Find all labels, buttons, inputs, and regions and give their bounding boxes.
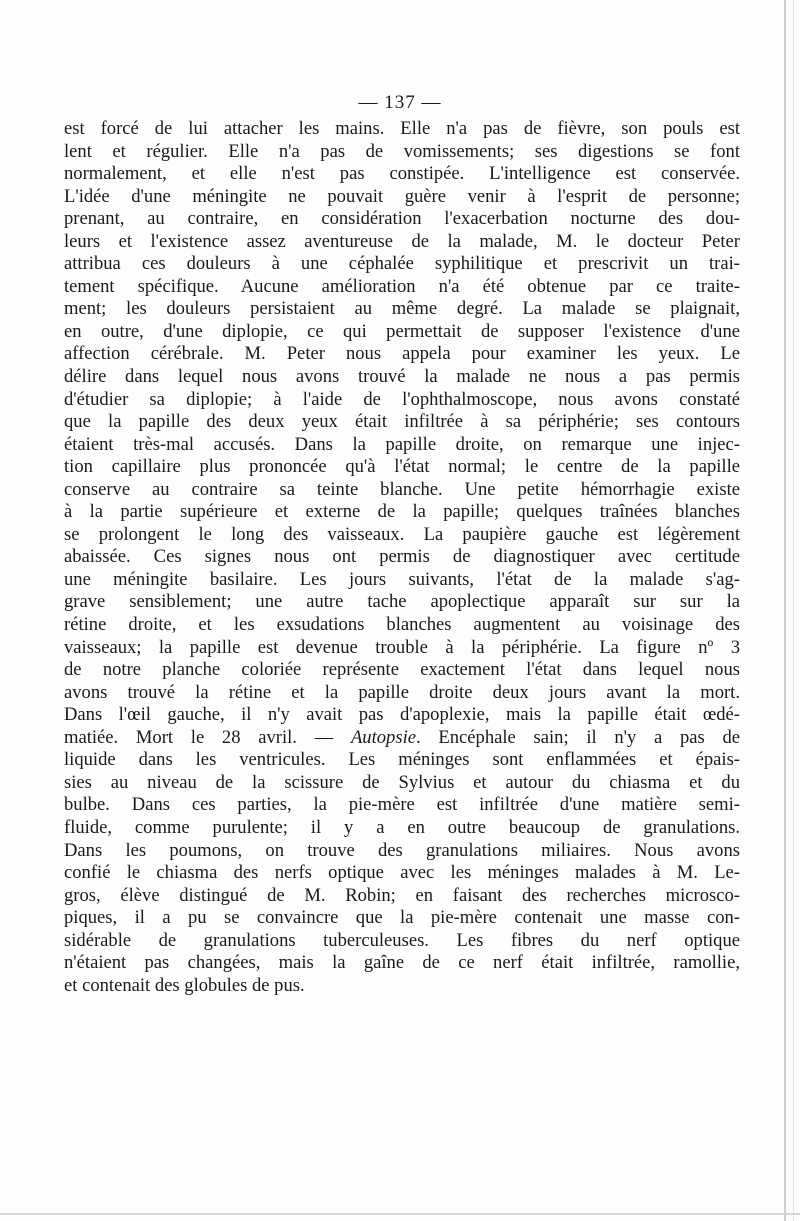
page-edge-right bbox=[784, 0, 786, 1221]
text-line: sidérable de granulations tuberculeuses. Les fibres du nerf optique bbox=[64, 929, 740, 951]
text-line: attribua ces douleurs à une céphalée syphilitique et prescrivit un trai- bbox=[64, 253, 740, 275]
text-line: et contenait des globules de pus. bbox=[64, 974, 305, 996]
text-line: matiée. Mort le 28 avril. — Autopsie. Encéphale sain; il n'y a pas de bbox=[64, 726, 740, 748]
text-line: d'étudier sa diplopie; à l'aide de l'ophthalmoscope, nous avons constaté bbox=[64, 388, 740, 410]
text-line: L'idée d'une méningite ne pouvait guère venir à l'esprit de personne; bbox=[64, 185, 740, 207]
text-line: en outre, d'une diplopie, ce qui permettait de supposer l'existence d'une bbox=[64, 320, 740, 342]
text-line: est forcé de lui attacher les mains. Elle n'a pas de fièvre, son pouls est bbox=[64, 118, 740, 139]
text-line: confié le chiasma des nerfs optique avec les méninges malades à M. Le- bbox=[64, 862, 740, 884]
text-line: se prolongent le long des vaisseaux. La paupière gauche est légèrement bbox=[64, 523, 740, 545]
text-line: rétine droite, et les exsudations blanches augmentent au voisinage des bbox=[64, 614, 740, 636]
text-line: Dans l'œil gauche, il n'y avait pas d'apoplexie, mais la papille était œdé- bbox=[64, 704, 740, 726]
page-edge-right-inner bbox=[793, 0, 794, 1221]
text-line: normalement, et elle n'est pas constipée. L'intelligence est conservée. bbox=[64, 163, 740, 185]
body-text bbox=[64, 118, 740, 997]
text-line: de notre planche coloriée représente exactement l'état dans lequel nous bbox=[64, 659, 740, 681]
text-line: étaient très-mal accusés. Dans la papille droite, on remarque une injec- bbox=[64, 433, 740, 455]
text-line: prenant, au contraire, en considération l'exacerbation nocturne des dou- bbox=[64, 208, 740, 230]
text-line: ment; les douleurs persistaient au même degré. La malade se plaignait, bbox=[64, 298, 740, 320]
page-number: — 137 — bbox=[358, 92, 442, 113]
text-line: fluide, comme purulente; il y a en outre beaucoup de granulations. bbox=[64, 816, 740, 838]
text-line: vaisseaux; la papille est devenue trouble à la périphérie. La figure nº 3 bbox=[64, 636, 740, 658]
text-line: Dans les poumons, on trouve des granulations miliaires. Nous avons bbox=[64, 839, 740, 861]
text-line: sies au niveau de la scissure de Sylvius et autour du chiasma et du bbox=[64, 771, 740, 793]
text-line: leurs et l'existence assez aventureuse de la malade, M. le docteur Peter bbox=[64, 230, 740, 252]
text-line: à la partie supérieure et externe de la papille; quelques traînées blanches bbox=[64, 501, 740, 523]
text-line: conserve au contraire sa teinte blanche. Une petite hémorrhagie existe bbox=[64, 478, 740, 500]
text-line: lent et régulier. Elle n'a pas de vomissements; ses digestions se font bbox=[64, 140, 740, 162]
text-line: piques, il a pu se convaincre que la pie-mère contenait une masse con- bbox=[64, 907, 740, 929]
text-line: que la papille des deux yeux était infiltrée à sa périphérie; ses contours bbox=[64, 411, 740, 433]
text-line: gros, élève distingué de M. Robin; en faisant des recherches microsco- bbox=[64, 884, 740, 906]
italic-word: Autopsie bbox=[350, 726, 417, 748]
text-line: tement spécifique. Aucune amélioration n'a été obtenue par ce traite- bbox=[64, 275, 740, 297]
page-edge-bottom bbox=[0, 1213, 800, 1215]
text-line: une méningite basilaire. Les jours suivants, l'état de la malade s'ag- bbox=[64, 568, 740, 590]
text-line: liquide dans les ventricules. Les méninges sont enflammées et épais- bbox=[64, 749, 740, 771]
text-line: grave sensiblement; une autre tache apoplectique apparaît sur sur la bbox=[64, 591, 740, 613]
text-line: n'étaient pas changées, mais la gaîne de ce nerf était infiltrée, ramollie, bbox=[64, 952, 740, 974]
text-line: avons trouvé la rétine et la papille droite deux jours avant la mort. bbox=[64, 681, 740, 703]
text-line: bulbe. Dans ces parties, la pie-mère est infiltrée d'une matière semi- bbox=[64, 794, 740, 816]
text-line: affection cérébrale. M. Peter nous appela pour examiner les yeux. Le bbox=[64, 343, 740, 365]
text-line: tion capillaire plus prononcée qu'à l'état normal; le centre de la papille bbox=[64, 456, 740, 478]
text-line: délire dans lequel nous avons trouvé la malade ne nous a pas permis bbox=[64, 366, 740, 388]
text-line: abaissée. Ces signes nous ont permis de diagnostiquer avec certitude bbox=[64, 546, 740, 568]
